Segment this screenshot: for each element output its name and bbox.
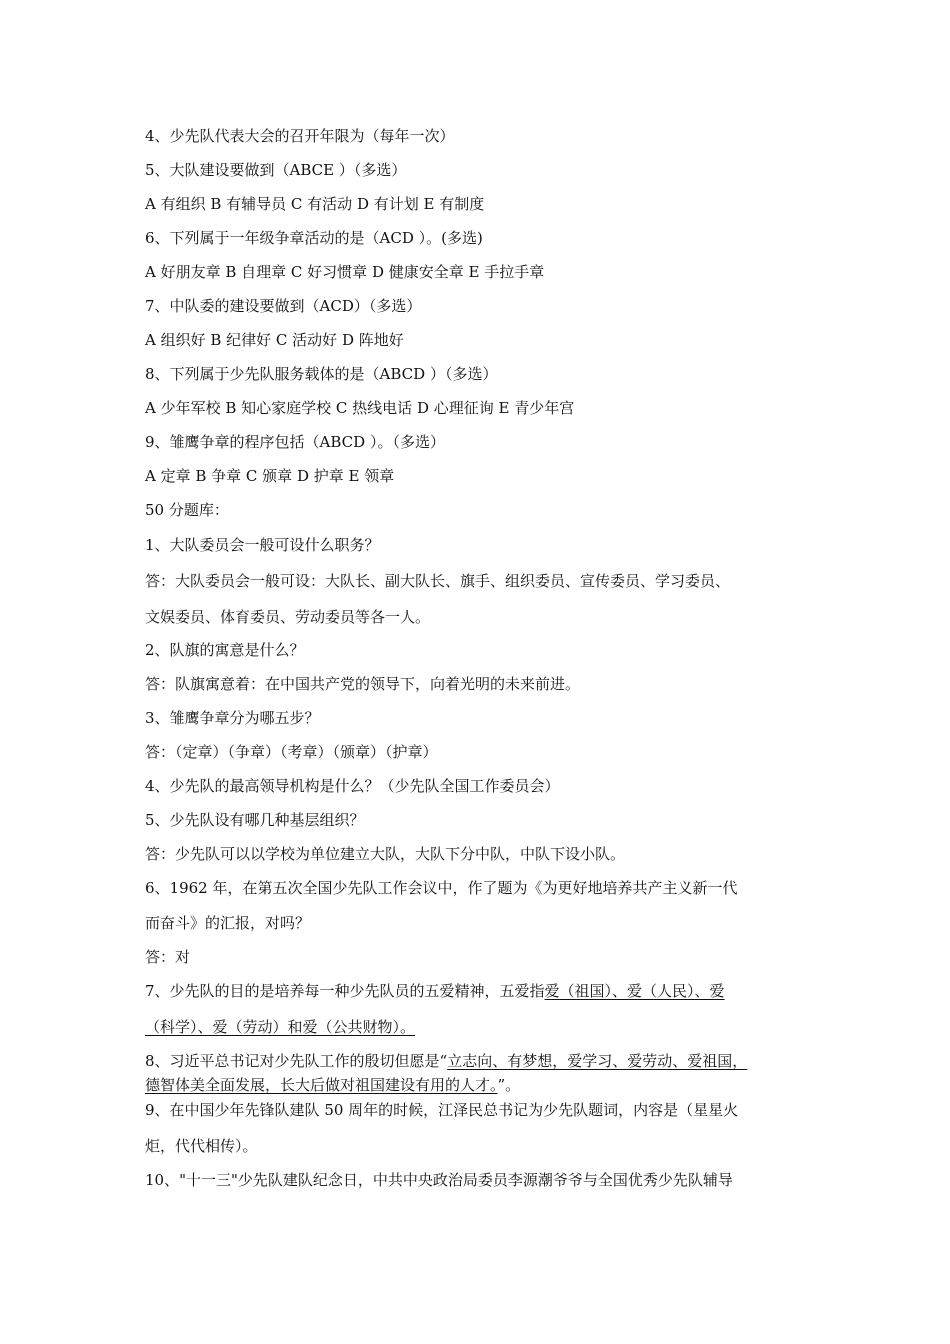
underlined-answer: 立志向、有梦想，爱学习、爱劳动、爱祖国， — [447, 1052, 748, 1070]
options-line: A 好朋友章 B 自理章 C 好习惯章 D 健康安全章 E 手拉手章 — [145, 263, 545, 281]
section-heading: 50 分题库： — [145, 501, 229, 519]
underlined-answer: 爱（祖国）、爱（人民）、爱 — [544, 982, 725, 1000]
line-text: ”。 — [497, 1076, 521, 1094]
question-line: 4、少先队的最高领导机构是什么？（少先队全国工作委员会） — [145, 777, 560, 795]
question-line: 6、1962 年，在第五次全国少先队工作会议中，作了题为《为更好地培养共产主义新一代 — [145, 879, 738, 897]
answer-line: 答：少先队可以以学校为单位建立大队，大队下分中队，中队下设小队。 — [145, 845, 626, 863]
question-line: 5、大队建设要做到（ABCE ）（多选） — [145, 161, 407, 179]
line-text: 7、少先队的目的是培养每一种少先队员的五爱精神，五爱指 — [145, 982, 545, 1000]
question-line: 9、雏鹰争章的程序包括（ABCD ）。（多选） — [145, 433, 445, 451]
underlined-answer: （科学）、爱（劳动）和爱（公共财物）。 — [145, 1018, 416, 1036]
question-line — [145, 981, 725, 1001]
answer-line: 答：（定章）（争章）（考章）（颁章）（护章） — [145, 743, 438, 761]
question-line — [145, 1051, 747, 1071]
question-line: 8、下列属于少先队服务载体的是（ABCD ）（多选） — [145, 365, 498, 383]
question-line: 10、"十一三"少先队建队纪念日，中共中央政治局委员李源潮爷爷与全国优秀少先队辅导 — [145, 1171, 733, 1189]
question-line: 9、在中国少年先锋队建队 50 周年的时候，江泽民总书记为少先队题词，内容是（星星火 — [145, 1101, 739, 1119]
question-line — [145, 1017, 415, 1037]
options-line: A 组织好 B 纪律好 C 活动好 D 阵地好 — [145, 331, 404, 349]
answer-line: 答：大队委员会一般可设：大队长、副大队长、旗手、组织委员、宣传委员、学习委员、 — [145, 572, 731, 590]
question-line: 7、中队委的建设要做到（ACD）（多选） — [145, 297, 422, 315]
options-line: A 有组织 B 有辅导员 C 有活动 D 有计划 E 有制度 — [145, 195, 485, 213]
question-line: 而奋斗》的汇报，对吗？ — [145, 914, 311, 932]
answer-line: 文娱委员、体育委员、劳动委员等各一人。 — [145, 608, 431, 626]
question-line: 5、少先队设有哪几种基层组织？ — [145, 811, 365, 829]
question-line: 1、大队委员会一般可设什么职务？ — [145, 536, 380, 554]
question-line: 4、少先队代表大会的召开年限为（每年一次） — [145, 127, 455, 145]
options-line: A 定章 B 争章 C 颁章 D 护章 E 领章 — [145, 467, 395, 485]
answer-line: 答：队旗寓意着：在中国共产党的领导下，向着光明的未来前进。 — [145, 675, 581, 693]
line-text: 8、习近平总书记对少先队工作的殷切但愿是“ — [145, 1052, 448, 1070]
question-line: 6、下列属于一年级争章活动的是（ACD ）。(多选) — [145, 229, 483, 247]
question-line: 炬，代代相传）。 — [145, 1137, 258, 1155]
underlined-answer: 德智体美全面发展，长大后做对祖国建设有用的人才。 — [145, 1076, 498, 1094]
question-line: 3、雏鹰争章分为哪五步？ — [145, 709, 320, 727]
answer-line: 答：对 — [145, 948, 191, 966]
question-line — [145, 1075, 520, 1095]
options-line: A 少年军校 B 知心家庭学校 C 热线电话 D 心理征询 E 青少年宫 — [145, 399, 575, 417]
question-line: 2、队旗的寓意是什么？ — [145, 641, 305, 659]
